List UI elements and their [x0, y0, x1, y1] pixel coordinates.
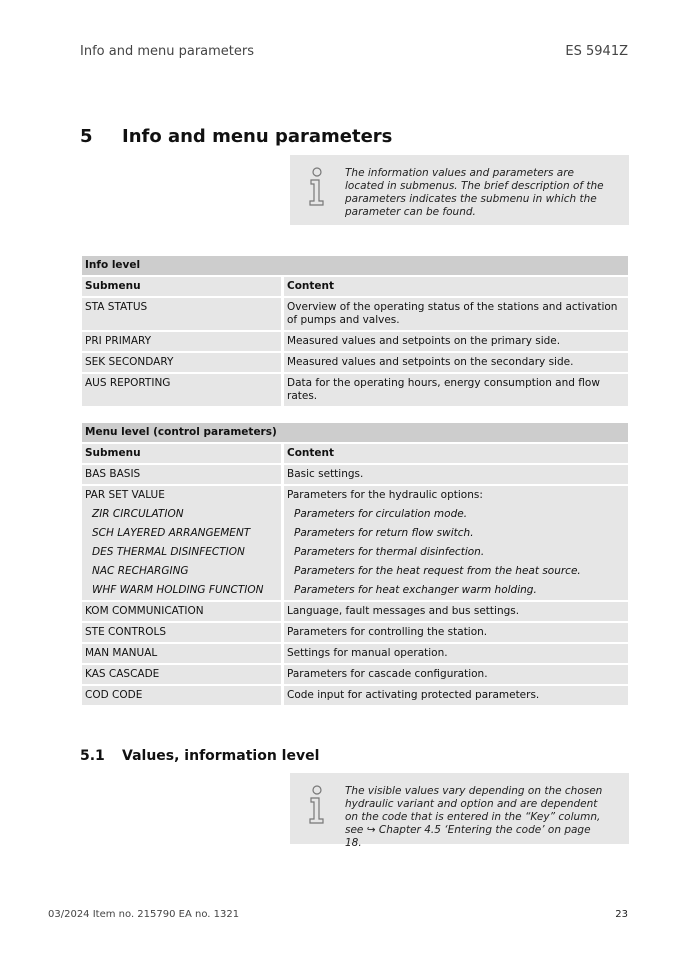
- sub-content: Parameters for heat exchanger warm holding.: [294, 584, 537, 596]
- table-header-row: [82, 444, 628, 463]
- submenu-cell: [82, 486, 281, 600]
- table-row: [82, 465, 628, 484]
- info-level-table: [82, 256, 628, 408]
- table-title: Menu level (control parameters): [85, 426, 277, 438]
- content-par: Parameters for the hydraulic options:: [287, 489, 483, 501]
- submenu-cell: SEK SECONDARY: [82, 353, 281, 372]
- table-row: [82, 374, 628, 406]
- submenu-cell: STA STATUS: [82, 298, 281, 330]
- sub-submenu: NAC RECHARGING: [92, 565, 189, 577]
- menu-level-table: [82, 423, 628, 707]
- section-number: 5: [80, 126, 93, 147]
- submenu-cell: PRI PRIMARY: [82, 332, 281, 351]
- running-header-title: Info and menu parameters: [80, 44, 255, 59]
- sub-submenu: DES THERMAL DISINFECTION: [92, 546, 245, 558]
- table-row: [82, 602, 628, 621]
- subsection-heading: [80, 748, 319, 764]
- content-cell: [284, 486, 628, 600]
- content-cell: Parameters for controlling the station.: [284, 623, 628, 642]
- content-cell: Settings for manual operation.: [284, 644, 628, 663]
- table-title-row: [82, 256, 628, 275]
- section-heading: [80, 126, 392, 147]
- column-header-content: Content: [284, 444, 628, 463]
- chapter-link[interactable]: Chapter 4.5 ‘Entering the code’ on page 18.: [345, 824, 591, 849]
- content-cell: Overview of the operating status of the stations and activation of pumps and valves.: [284, 298, 628, 330]
- arrow-link-icon: ↪: [366, 824, 376, 836]
- submenu-cell: AUS REPORTING: [82, 374, 281, 406]
- table-row: [82, 298, 628, 330]
- table-title: Info level: [85, 259, 141, 271]
- subsection-title: Values, information level: [122, 748, 320, 764]
- info-note-text: The information values and parameters are located in submenus. The brief description of the parameters indicates the submenu in which the parameter can be found.: [345, 167, 604, 218]
- info-note: [290, 155, 629, 225]
- values-note-text: [345, 785, 610, 850]
- content-cell: Parameters for cascade configuration.: [284, 665, 628, 684]
- footer-doc-info: 03/2024 Item no. 215790 EA no. 1321: [48, 909, 240, 920]
- sub-submenu: ZIR CIRCULATION: [92, 508, 184, 520]
- column-header-submenu: Submenu: [82, 444, 281, 463]
- table-row: [82, 332, 628, 351]
- sub-content: Parameters for circulation mode.: [294, 508, 468, 520]
- sub-submenu: SCH LAYERED ARRANGEMENT: [92, 527, 251, 539]
- content-cell: Basic settings.: [284, 465, 628, 484]
- column-header-content: Content: [284, 277, 628, 296]
- table-header-row: [82, 277, 628, 296]
- content-cell: Measured values and setpoints on the secondary side.: [284, 353, 628, 372]
- sub-content: Parameters for the heat request from the heat source.: [294, 565, 581, 577]
- content-cell: Measured values and setpoints on the primary side.: [284, 332, 628, 351]
- table-row-par: [82, 486, 628, 600]
- table-row: [82, 665, 628, 684]
- sub-submenu: WHF WARM HOLDING FUNCTION: [92, 584, 264, 596]
- submenu-cell: BAS BASIS: [82, 465, 281, 484]
- table-row: [82, 644, 628, 663]
- submenu-cell: KAS CASCADE: [82, 665, 281, 684]
- subsection-number: 5.1: [80, 748, 105, 764]
- table-row: [82, 686, 628, 705]
- values-note: [290, 773, 629, 849]
- content-cell: Code input for activating protected parameters.: [284, 686, 628, 705]
- submenu-cell: COD CODE: [82, 686, 281, 705]
- content-cell: Data for the operating hours, energy consumption and flow rates.: [284, 374, 628, 406]
- table-title-row: [82, 423, 628, 442]
- info-icon: [307, 167, 327, 207]
- column-header-submenu: Submenu: [82, 277, 281, 296]
- table-row: [82, 353, 628, 372]
- submenu-par: PAR SET VALUE: [85, 489, 165, 501]
- section-title: Info and menu parameters: [122, 126, 393, 147]
- sub-content: Parameters for thermal disinfection.: [294, 546, 485, 558]
- values-note-body: The visible values vary depending on the chosen hydraulic variant and option and are dependent on the code that is entered in the “Key” column, see: [345, 785, 603, 836]
- submenu-cell: KOM COMMUNICATION: [82, 602, 281, 621]
- running-header-doc-id: ES 5941Z: [565, 44, 628, 59]
- info-icon: [307, 785, 327, 825]
- sub-content: Parameters for return flow switch.: [294, 527, 474, 539]
- content-cell: Language, fault messages and bus settings.: [284, 602, 628, 621]
- table-row: [82, 623, 628, 642]
- page-number: 23: [615, 909, 628, 920]
- submenu-cell: MAN MANUAL: [82, 644, 281, 663]
- submenu-cell: STE CONTROLS: [82, 623, 281, 642]
